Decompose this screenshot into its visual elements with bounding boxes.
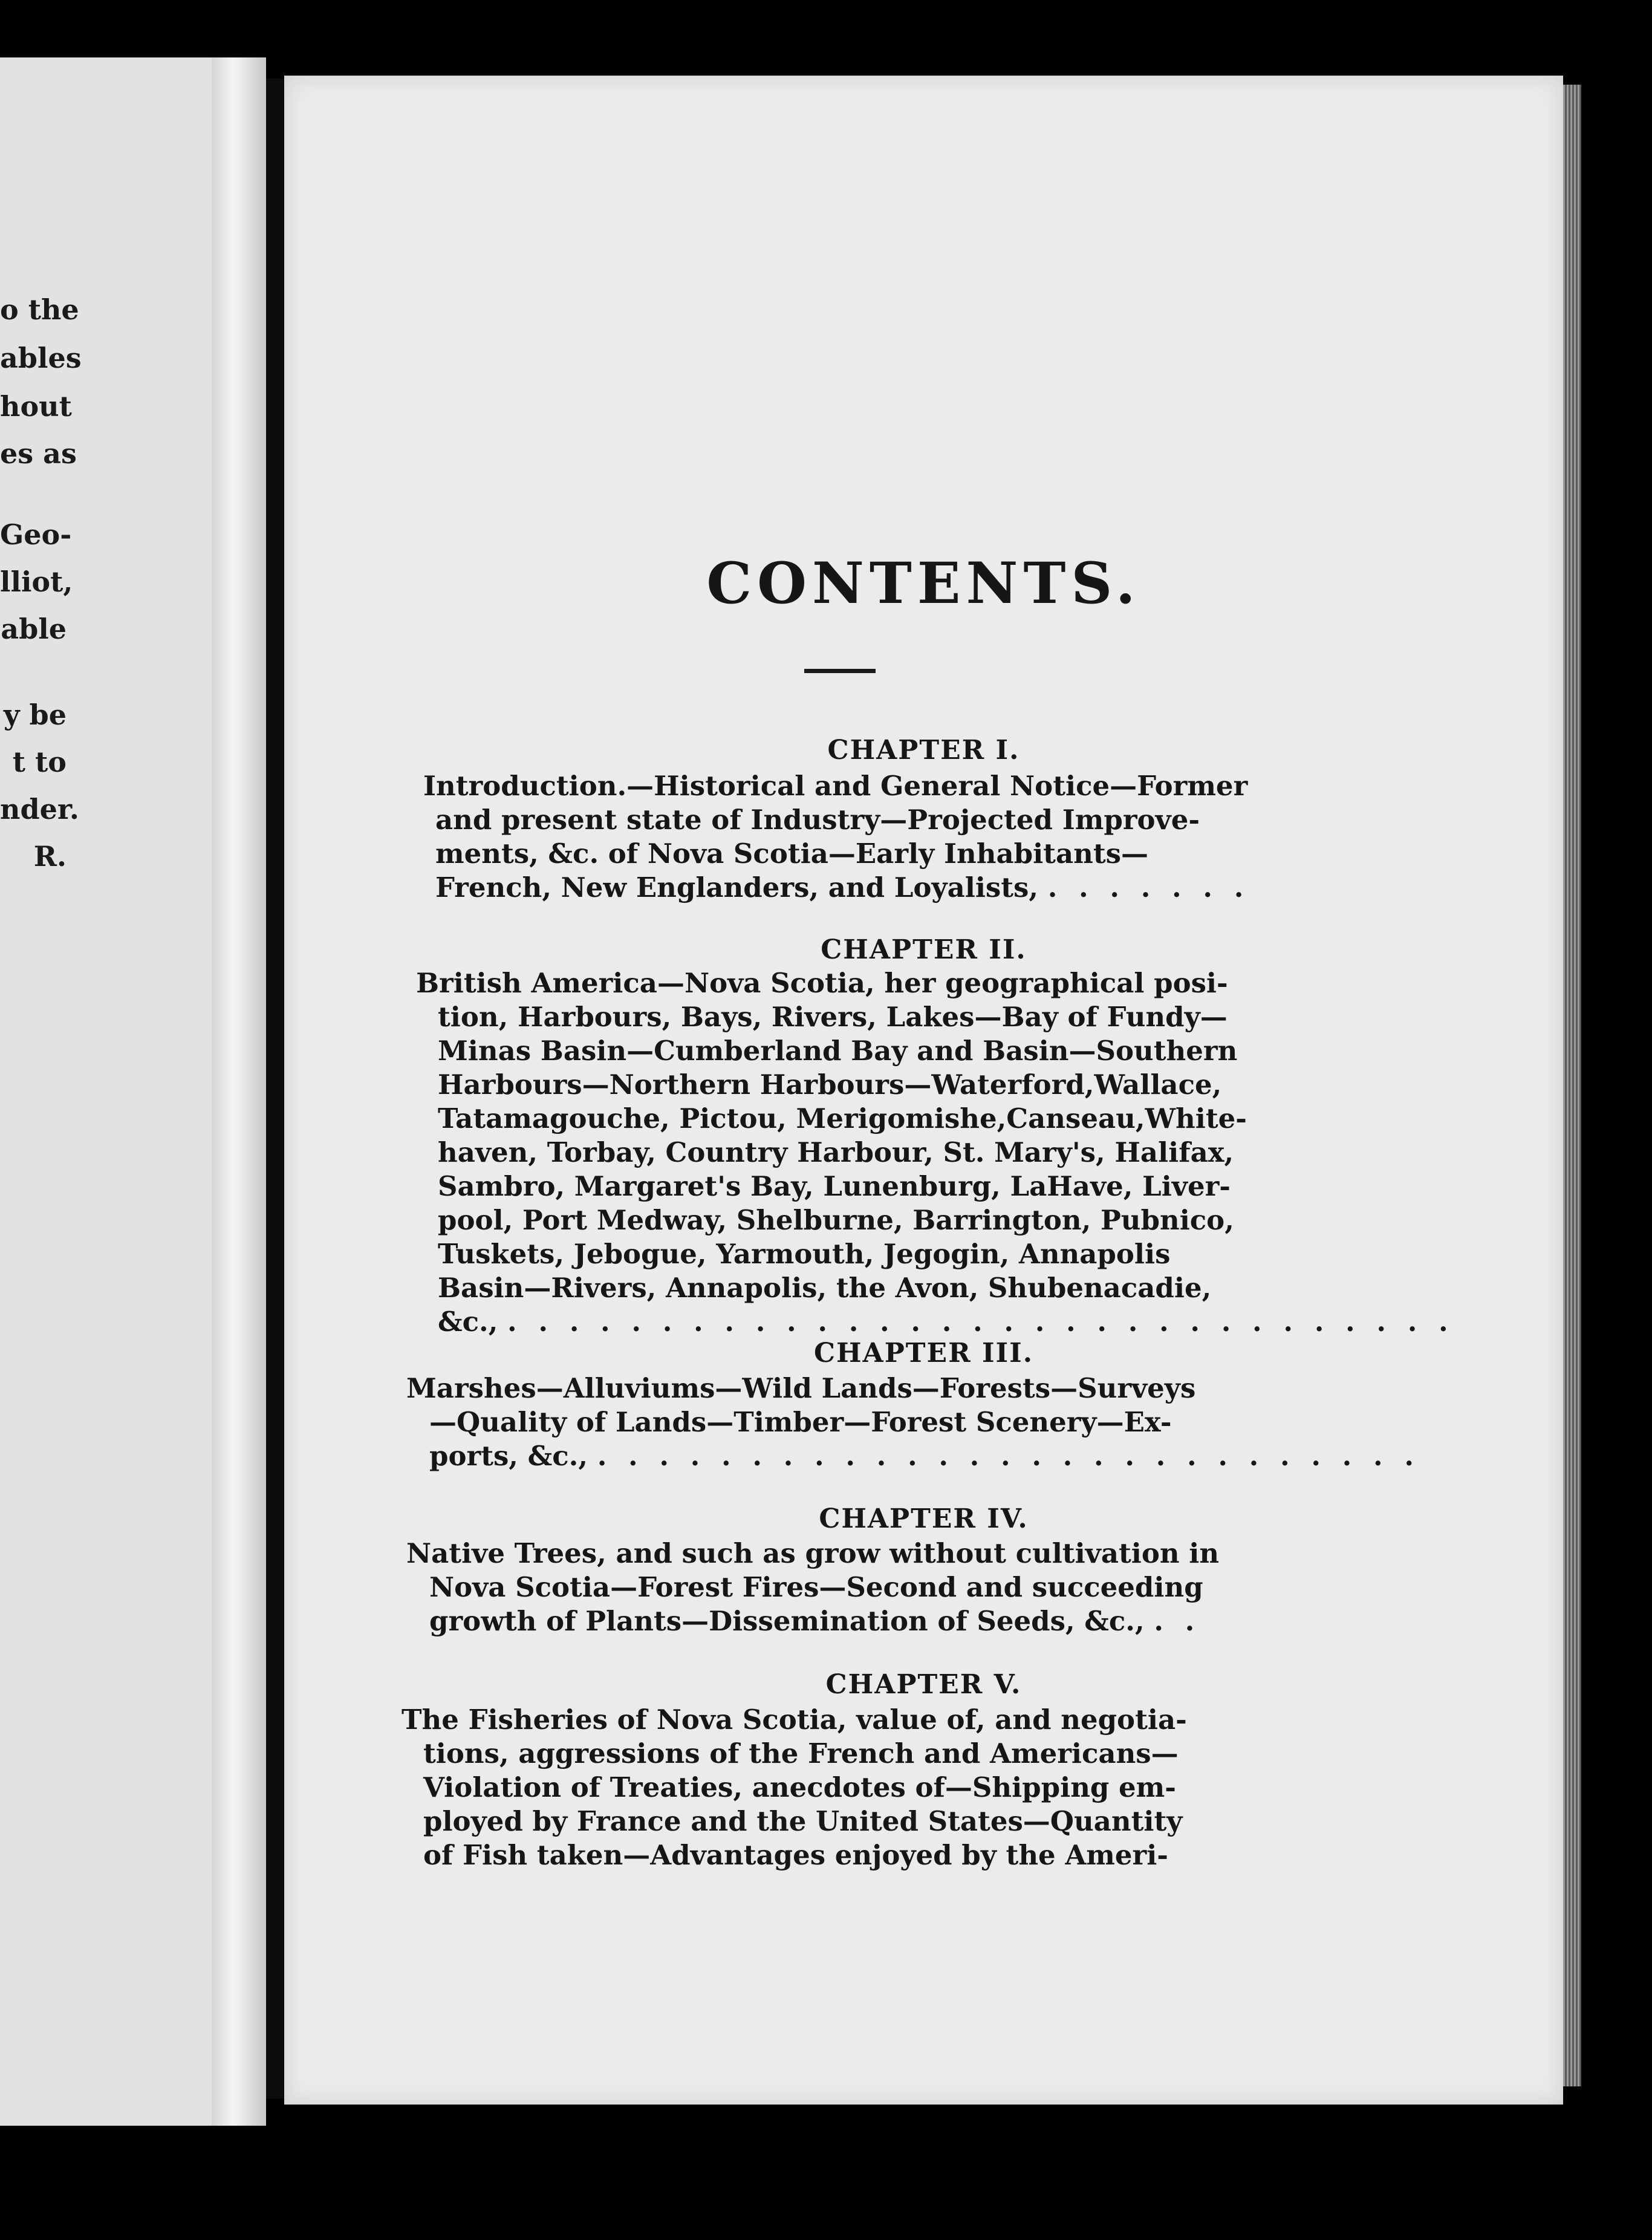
chapter-description-text: &c., — [438, 1306, 498, 1338]
chapter-description-line: ployed by France and the United States—Quantity — [423, 1805, 1183, 1837]
chapter-heading: CHAPTER I. — [827, 735, 1020, 766]
facing-page-line: lliot, — [0, 565, 73, 598]
page-edge-stack — [1563, 85, 1581, 2086]
chapter-heading: CHAPTER V. — [825, 1669, 1022, 1700]
chapter-description-line: —Quality of Lands—Timber—Forest Scenery—Ex- — [429, 1406, 1172, 1438]
chapter-description-line: Introduction.—Historical and General Notice—Former — [423, 770, 1248, 802]
chapter-description-line: The Fisheries of Nova Scotia, value of, and negotia- — [402, 1704, 1187, 1736]
chapter-description-line: tion, Harbours, Bays, Rivers, Lakes—Bay of Fundy— — [438, 1001, 1228, 1033]
facing-page-line: nder. — [0, 793, 79, 825]
chapter-description-text: French, New Englanders, and Loyalists, — [435, 871, 1039, 903]
chapter-description-line: Marshes—Alluviums—Wild Lands—Forests—Surveys — [406, 1372, 1196, 1404]
chapter-description-line: ments, &c. of Nova Scotia—Early Inhabitants— — [435, 838, 1148, 870]
chapter-description-line — [429, 1607, 1200, 1636]
chapter-description-line: Minas Basin—Cumberland Bay and Basin—Southern — [438, 1035, 1238, 1067]
facing-page-line: es as — [0, 437, 77, 470]
chapter-description-line: Nova Scotia—Forest Fires—Second and succeeding — [429, 1571, 1203, 1603]
dot-leader: . . — [1154, 1605, 1201, 1637]
facing-page-line: o the — [0, 293, 79, 326]
chapter-heading: CHAPTER III. — [813, 1338, 1034, 1369]
chapter-description-line: Harbours—Northern Harbours—Waterford,Wallace, — [438, 1069, 1222, 1101]
book-spine — [212, 57, 266, 2126]
chapter-description-line: Tuskets, Jebogue, Yarmouth, Jegogin, Annapolis — [438, 1238, 1171, 1270]
chapter-description-line: Basin—Rivers, Annapolis, the Avon, Shubenacadie, — [438, 1272, 1212, 1304]
title-rule — [804, 669, 876, 673]
chapter-description-line: Violation of Treaties, anecdotes of—Shipping em- — [423, 1771, 1176, 1803]
chapter-heading: CHAPTER IV. — [819, 1503, 1029, 1534]
chapter-description-line: tions, aggressions of the French and Americans— — [423, 1737, 1179, 1770]
dot-leader: . . . . . . . — [1047, 871, 1250, 903]
chapter-description-line: British America—Nova Scotia, her geographical posi- — [416, 967, 1228, 999]
chapter-description-line: of Fish taken—Advantages enjoyed by the Ameri- — [423, 1839, 1168, 1871]
chapter-description-line: Tatamagouche, Pictou, Merigomishe,Canseau,White- — [438, 1102, 1247, 1135]
chapter-description-text: growth of Plants—Dissemination of Seeds, &c., — [429, 1605, 1145, 1637]
chapter-description-line: Native Trees, and such as grow without cultivation in — [406, 1537, 1220, 1569]
chapter-description-line — [429, 1442, 1420, 1471]
facing-page-line: y be — [3, 698, 67, 731]
chapter-description-line: haven, Torbay, Country Harbour, St. Mary's, Halifax, — [438, 1136, 1234, 1168]
facing-page-line: hout — [0, 390, 72, 423]
facing-page-line: R. — [33, 840, 67, 873]
facing-page-line: ables — [0, 342, 82, 374]
chapter-description-text: ports, &c., — [429, 1440, 588, 1472]
chapter-description-line — [438, 1307, 1454, 1337]
facing-page-line: Geo- — [0, 518, 72, 551]
chapter-heading: CHAPTER II. — [821, 934, 1027, 965]
facing-page-fragment — [0, 57, 212, 2126]
chapter-description-line — [435, 873, 1249, 902]
chapter-description-line: Sambro, Margaret's Bay, Lunenburg, LaHave, Liver- — [438, 1170, 1231, 1202]
facing-page-line: t to — [12, 746, 67, 778]
dot-leader: . . . . . . . . . . . . . . . . . . . . . . . . . . . . . . . — [507, 1306, 1454, 1338]
chapter-description-line: pool, Port Medway, Shelburne, Barrington, Pubnico, — [438, 1204, 1234, 1236]
chapter-description-line: and present state of Industry—Projected Improve- — [435, 804, 1200, 836]
facing-page-line: able — [1, 613, 67, 645]
dot-leader: . . . . . . . . . . . . . . . . . . . . . . . . . . . — [597, 1440, 1420, 1472]
contents-title: CONTENTS. — [706, 550, 1141, 617]
